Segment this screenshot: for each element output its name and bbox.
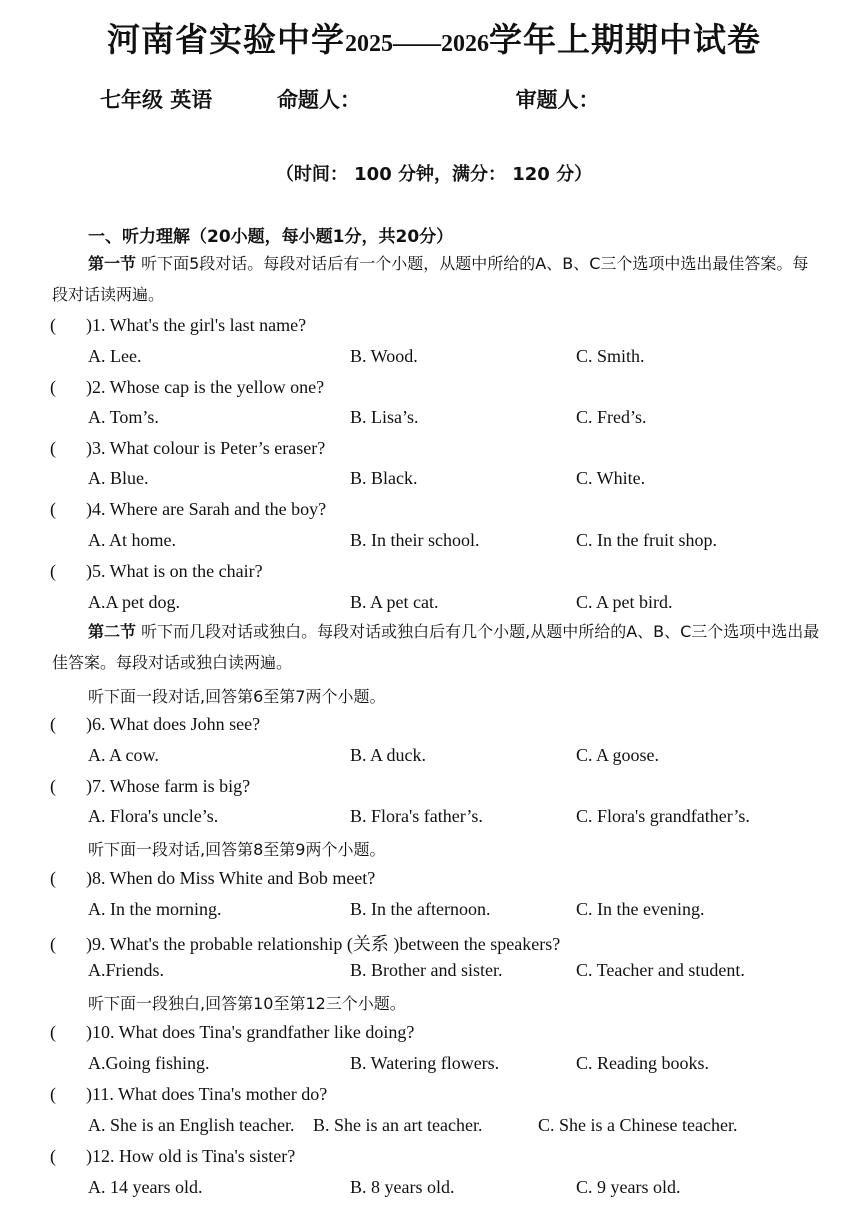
option-c: C. A goose. (576, 745, 660, 765)
exam-meta (100, 84, 600, 114)
part1-heading: 一、听力理解（20小题，每小题1分，共20分） (88, 227, 454, 247)
option-a: A. In the morning. (88, 899, 222, 919)
option-c: C. Fred’s. (576, 407, 647, 427)
answer-blank[interactable]: ( (50, 499, 56, 519)
option-a: A. Tom’s. (88, 407, 159, 427)
instruction-q8-9: 听下面一段对话,回答第8至第9两个小题。 (88, 840, 386, 859)
exam-title (0, 14, 868, 61)
option-a: A.Friends. (88, 960, 164, 980)
title-prefix: 河南省实验中学 (107, 20, 345, 59)
option-c: C. She is a Chinese teacher. (538, 1115, 738, 1135)
question-8 (50, 868, 375, 889)
option-a: A. She is an English teacher. (88, 1115, 295, 1135)
option-b: B. Brother and sister. (350, 960, 503, 980)
answer-blank[interactable]: ( (50, 714, 56, 734)
question-10 (50, 1022, 414, 1043)
option-c: C. Reading books. (576, 1053, 709, 1073)
option-a: A. Flora's uncle’s. (88, 806, 219, 826)
option-a: A.A pet dog. (88, 592, 180, 612)
option-c: C. 9 years old. (576, 1177, 681, 1197)
section1-text: 听下面5段对话。每段对话后有一个小题，从题中所给的A、B、C三个选项中选出最佳答案。每段对话读两遍。 (52, 254, 809, 304)
question-stem: )9. What's the probable relationship (关系 )between the speakers? (86, 934, 561, 954)
instruction-q10-12: 听下面一段独白,回答第10至第12三个小题。 (88, 994, 406, 1013)
option-a: A. Lee. (88, 346, 142, 366)
option-a: A. 14 years old. (88, 1177, 203, 1197)
question-stem: )3. What colour is Peter’s eraser? (86, 438, 326, 458)
question-3 (50, 438, 325, 459)
option-c: C. White. (576, 468, 646, 488)
question-2 (50, 377, 324, 398)
question-12 (50, 1146, 295, 1167)
answer-blank[interactable]: ( (50, 868, 56, 888)
option-b: B. She is an art teacher. (313, 1115, 483, 1135)
option-b: B. Lisa’s. (350, 407, 419, 427)
answer-blank[interactable]: ( (50, 934, 56, 954)
answer-blank[interactable]: ( (50, 1084, 56, 1104)
option-b: B. Flora's father’s. (350, 806, 483, 826)
question-5 (50, 561, 263, 582)
question-stem: )12. How old is Tina's sister? (86, 1146, 296, 1166)
question-stem: )7. Whose farm is big? (86, 776, 251, 796)
question-stem: )6. What does John see? (86, 714, 261, 734)
option-b: B. In the afternoon. (350, 899, 491, 919)
question-11 (50, 1084, 327, 1105)
question-1 (50, 315, 306, 336)
option-b: B. Watering flowers. (350, 1053, 500, 1073)
option-b: B. Black. (350, 468, 418, 488)
question-stem: )1. What's the girl's last name? (86, 315, 307, 335)
question-4 (50, 499, 326, 520)
section2-label: 第二节 (88, 622, 137, 641)
option-b: B. A duck. (350, 745, 427, 765)
option-b: B. 8 years old. (350, 1177, 455, 1197)
question-stem: )2. Whose cap is the yellow one? (86, 377, 325, 397)
title-years: 2025——2026 (345, 31, 489, 57)
question-7 (50, 776, 250, 797)
instruction-q6-7: 听下面一段对话,回答第6至第7两个小题。 (88, 687, 386, 706)
setter-label: 命题人： (276, 88, 361, 112)
option-c: C. Teacher and student. (576, 960, 745, 980)
option-a: A. Blue. (88, 468, 149, 488)
answer-blank[interactable]: ( (50, 776, 56, 796)
section1-instruction (52, 248, 822, 310)
option-a: A.Going fishing. (88, 1053, 210, 1073)
question-stem: )8. When do Miss White and Bob meet? (86, 868, 376, 888)
option-c: C. Smith. (576, 346, 645, 366)
answer-blank[interactable]: ( (50, 377, 56, 397)
reviewer-label: 审题人： (515, 88, 600, 112)
question-9 (50, 930, 560, 956)
option-a: A. A cow. (88, 745, 159, 765)
answer-blank[interactable]: ( (50, 1022, 56, 1042)
question-stem: )11. What does Tina's mother do? (86, 1084, 328, 1104)
option-c: C. In the fruit shop. (576, 530, 717, 550)
question-stem: )5. What is on the chair? (86, 561, 263, 581)
option-b: B. Wood. (350, 346, 418, 366)
section1-label: 第一节 (88, 254, 137, 273)
answer-blank[interactable]: ( (50, 1146, 56, 1166)
section2-text: 听下而几段对话或独白。每段对话或独白后有几个小题,从题中所给的A、B、C三个选项中选出最佳答案。每段对话或独白读两遍。 (52, 622, 820, 672)
option-c: C. A pet bird. (576, 592, 673, 612)
answer-blank[interactable]: ( (50, 438, 56, 458)
question-stem: )10. What does Tina's grandfather like doing? (86, 1022, 415, 1042)
option-b: B. In their school. (350, 530, 480, 550)
answer-blank[interactable]: ( (50, 315, 56, 335)
time-info: （时间： 100 分钟，满分： 120 分） (275, 164, 593, 185)
option-b: B. A pet cat. (350, 592, 439, 612)
answer-blank[interactable]: ( (50, 561, 56, 581)
option-a: A. At home. (88, 530, 176, 550)
grade-subject: 七年级 英语 (100, 88, 213, 112)
title-suffix: 学年上期期中试卷 (489, 20, 761, 59)
question-stem: )4. Where are Sarah and the boy? (86, 499, 327, 519)
section2-instruction (52, 616, 822, 678)
option-c: C. Flora's grandfather’s. (576, 806, 750, 826)
question-6 (50, 714, 260, 735)
option-c: C. In the evening. (576, 899, 705, 919)
